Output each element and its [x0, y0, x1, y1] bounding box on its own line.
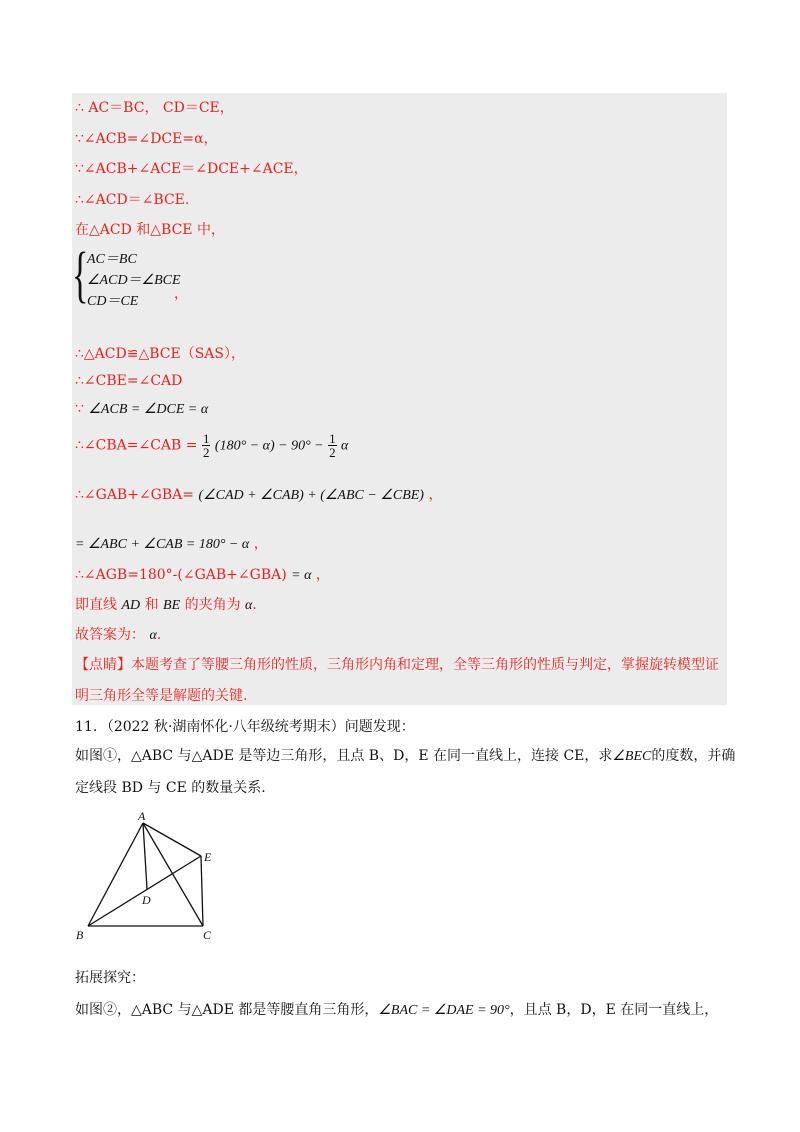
segment-be: [88, 856, 201, 926]
problem-paragraph-1: [75, 745, 735, 765]
line-9-end: α: [341, 438, 349, 454]
label-d: D: [142, 893, 151, 907]
extension-title: 拓展探究：: [75, 970, 145, 986]
answer-value: α: [149, 628, 157, 643]
system-comma: ，: [174, 286, 188, 302]
solution-line-3: ∵∠ACB+∠ACE＝∠DCE+∠ACE，: [75, 161, 308, 177]
solution-line-13: [75, 594, 257, 614]
line-9-prefix: ∴∠CBA=∠CAB =: [75, 437, 198, 454]
p3-angle: ∠BAC = ∠DAE = 90°: [378, 1003, 510, 1018]
system-eq-1: AC＝BC: [87, 252, 137, 267]
line-13-be: BE: [163, 598, 181, 613]
p1-text: 如图①，△ABC 与△ADE 是等边三角形，且点 B、D，E 在同一直线上，连接 CE，求: [75, 748, 613, 764]
solution-line-12: [75, 564, 330, 584]
solution-line-4: ∴∠ACD＝∠BCE.: [75, 192, 190, 208]
problem-paragraph-2: 定线段 BD 与 CE 的数量关系.: [75, 780, 266, 796]
solution-line-8: [75, 401, 208, 418]
answer-label: 故答案为：: [75, 627, 145, 643]
segment-ad: [143, 823, 147, 889]
system-brace: {: [72, 241, 89, 309]
remark-line-1: 【点睛】本题考查了等腰三角形的性质，三角形内角和定理，全等三角形的性质与判定，掌握旋转模型证: [75, 657, 719, 673]
answer-period: .: [156, 627, 162, 643]
line-11-comma: ，: [253, 536, 268, 552]
solution-line-9: [75, 432, 348, 459]
fraction-half: $\frac{1}{2}$: [202, 431, 210, 460]
line-12-expression: = α: [291, 568, 312, 583]
solution-line-14: [75, 624, 161, 644]
line-13-a: 即直线: [75, 597, 117, 613]
segment-ae: [143, 823, 201, 856]
line-12-prefix: ∴∠AGB=180°-(∠GAB+∠GBA): [75, 567, 287, 583]
p3-text: 如图②，△ABC 与△ADE 都是等腰直角三角形，: [75, 1002, 379, 1018]
line-13-alpha: α: [245, 598, 253, 613]
line-13-angle: 的夹角为: [184, 597, 241, 613]
angle-equation: ∠ACB = ∠DCE = α: [88, 402, 209, 417]
line-13-period: .: [252, 597, 257, 613]
label-a: A: [138, 809, 146, 823]
problem-header: 11．（2022 秋·湖南怀化·八年级统考期末）问题发现：: [75, 719, 415, 735]
segment-ab: [88, 823, 143, 926]
line-9-mid: (180° − α) − 90° −: [214, 438, 324, 454]
line-13-and: 和: [144, 597, 159, 613]
solution-line-11: [75, 533, 268, 553]
solution-line-5: 在△ACD 和△BCE 中，: [75, 222, 225, 238]
segment-ac: [143, 823, 203, 926]
solution-line-6: ∴△ACD≌△BCE（SAS），: [75, 346, 245, 362]
line-11-expression: = ∠ABC + ∠CAB = 180° − α: [75, 537, 250, 552]
problem-paragraph-3: [75, 999, 718, 1019]
p1-angle: ∠BEC: [612, 749, 652, 764]
segment-ec: [201, 856, 203, 926]
label-b: B: [76, 928, 84, 942]
p1-tail: 的度数，并确: [651, 748, 736, 764]
solution-line-10: [75, 484, 442, 504]
figure-1-triangles: [70, 808, 230, 948]
line-12-comma: ，: [315, 567, 330, 583]
line-13-ad: AD: [121, 598, 141, 613]
line-10-comma: ，: [428, 487, 443, 503]
system-eq-2: ∠ACD＝∠BCE: [87, 273, 181, 288]
because-symbol: ∵: [75, 401, 84, 417]
label-e: E: [204, 850, 212, 864]
line-10-expression: (∠CAD + ∠CAB) + (∠ABC − ∠CBE): [198, 488, 424, 503]
system-eq-3: CD＝CE: [87, 294, 139, 309]
label-c: C: [203, 928, 212, 942]
solution-line-7: ∴∠CBE=∠CAD: [75, 373, 183, 389]
solution-line-2: ∵∠ACB=∠DCE=α，: [75, 131, 218, 147]
remark-line-2: 明三角形全等是解题的关键.: [75, 688, 248, 704]
line-10-prefix: ∴∠GAB+∠GBA=: [75, 487, 194, 503]
p3-tail: ，且点 B，D，E 在同一直线上，: [509, 1002, 719, 1018]
fraction-half-2: $\frac{1}{2}$: [329, 431, 336, 460]
solution-line-1: ∴ AC＝BC， CD＝CE，: [75, 100, 234, 116]
